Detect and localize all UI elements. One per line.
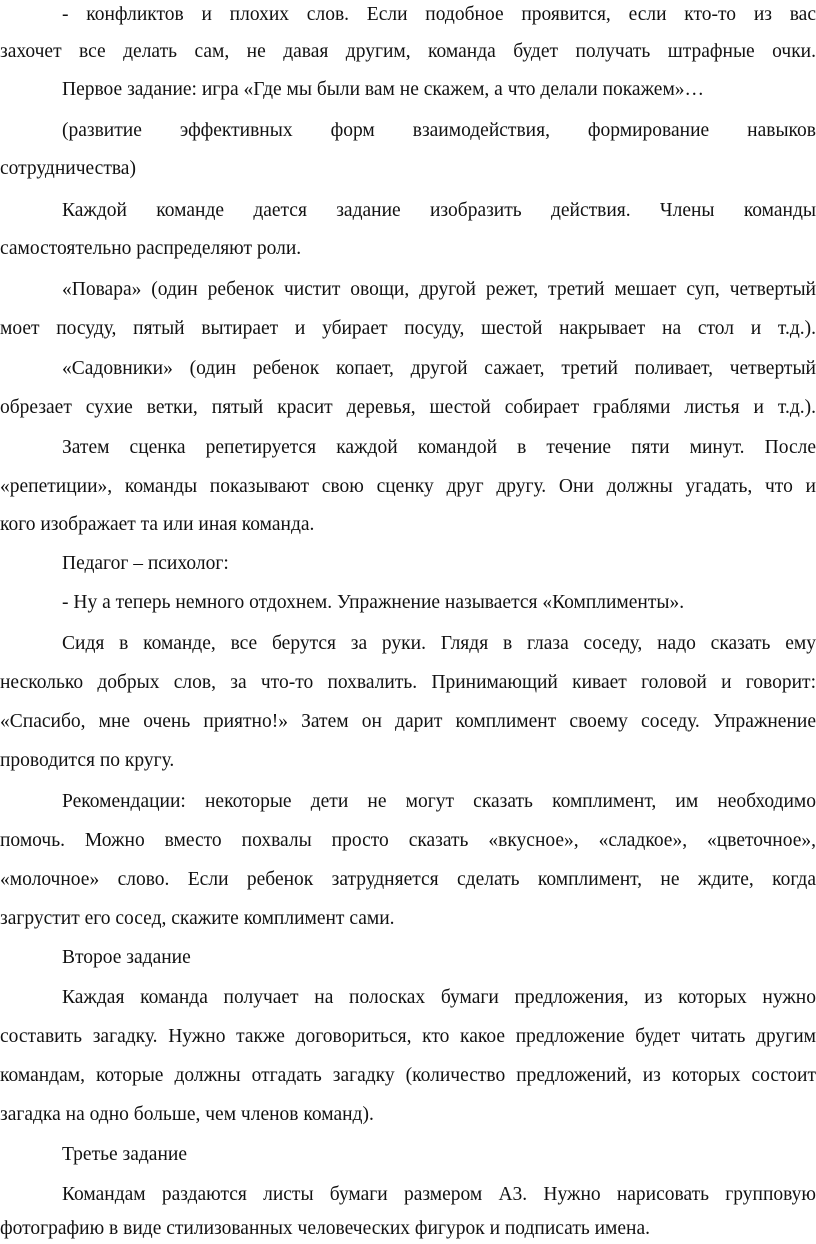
text-line: несколько добрых слов, за что-то похвалить. Принимающий кивает головой и говорит: — [0, 672, 816, 693]
text-line: самостоятельно распределяют роли. — [0, 238, 302, 259]
text-line: загадка на одно больше, чем членов команд). — [0, 1104, 374, 1125]
text-line: составить загадку. Нужно также договориться, кто какое предложение будет читать другим — [0, 1026, 816, 1047]
text-line: - Ну а теперь немного отдохнем. Упражнение называется «Комплименты». — [62, 592, 685, 613]
text-line: Рекомендации: некоторые дети не могут сказать комплимент, им необходимо — [62, 791, 816, 812]
section-heading: Третье задание — [62, 1144, 187, 1165]
text-line: Затем сценка репетируется каждой командой в течение пяти минут. После — [62, 437, 816, 458]
text-line: проводится по кругу. — [0, 750, 175, 771]
text-line: Каждой команде дается задание изобразить действия. Члены команды — [62, 200, 816, 221]
text-line: захочет все делать сам, не давая другим, команда будет получать штрафные очки. — [0, 41, 816, 62]
text-line: обрезает сухие ветки, пятый красит деревья, шестой собирает граблями листья и т.д.). — [0, 397, 816, 418]
text-line: Педагог – психолог: — [62, 553, 229, 574]
text-line: Командам раздаются листы бумаги размером А3. Нужно нарисовать групповую — [62, 1184, 816, 1205]
text-line: помочь. Можно вместо похвалы просто сказать «вкусное», «сладкое», «цветочное», — [0, 830, 816, 851]
text-line: «репетиции», команды показывают свою сценку друг другу. Они должны угадать, что и — [0, 476, 816, 497]
text-line: «молочное» слово. Если ребенок затрудняется сделать комплимент, не ждите, когда — [0, 869, 816, 890]
text-line: загрустит его сосед, скажите комплимент сами. — [0, 908, 395, 929]
text-line: Первое задание: игра «Где мы были вам не скажем, а что делали покажем»… — [62, 79, 705, 100]
text-line: командам, которые должны отгадать загадку (количество предложений, из которых состоит — [0, 1065, 816, 1086]
text-line: кого изображает та или иная команда. — [0, 514, 315, 535]
section-heading: Второе задание — [62, 947, 191, 968]
text-line: Каждая команда получает на полосках бумаги предложения, из которых нужно — [62, 987, 816, 1008]
text-line: сотрудничества) — [0, 158, 136, 179]
text-line: «Садовники» (один ребенок копает, другой сажает, третий поливает, четвертый — [62, 358, 816, 379]
text-line: «Спасибо, мне очень приятно!» Затем он дарит комплимент своему соседу. Упражнение — [0, 711, 816, 732]
text-line: (развитие эффективных форм взаимодействия, формирование навыков — [62, 120, 816, 141]
text-line: «Повара» (один ребенок чистит овощи, другой режет, третий мешает суп, четвертый — [62, 279, 816, 300]
text-line: - конфликтов и плохих слов. Если подобное проявится, если кто-то из вас — [62, 4, 816, 25]
text-line: Сидя в команде, все берутся за руки. Глядя в глаза соседу, надо сказать ему — [62, 633, 816, 654]
text-line: моет посуду, пятый вытирает и убирает посуду, шестой накрывает на стол и т.д.). — [0, 318, 816, 339]
text-line: фотографию в виде стилизованных человеческих фигурок и подписать имена. — [0, 1218, 651, 1239]
